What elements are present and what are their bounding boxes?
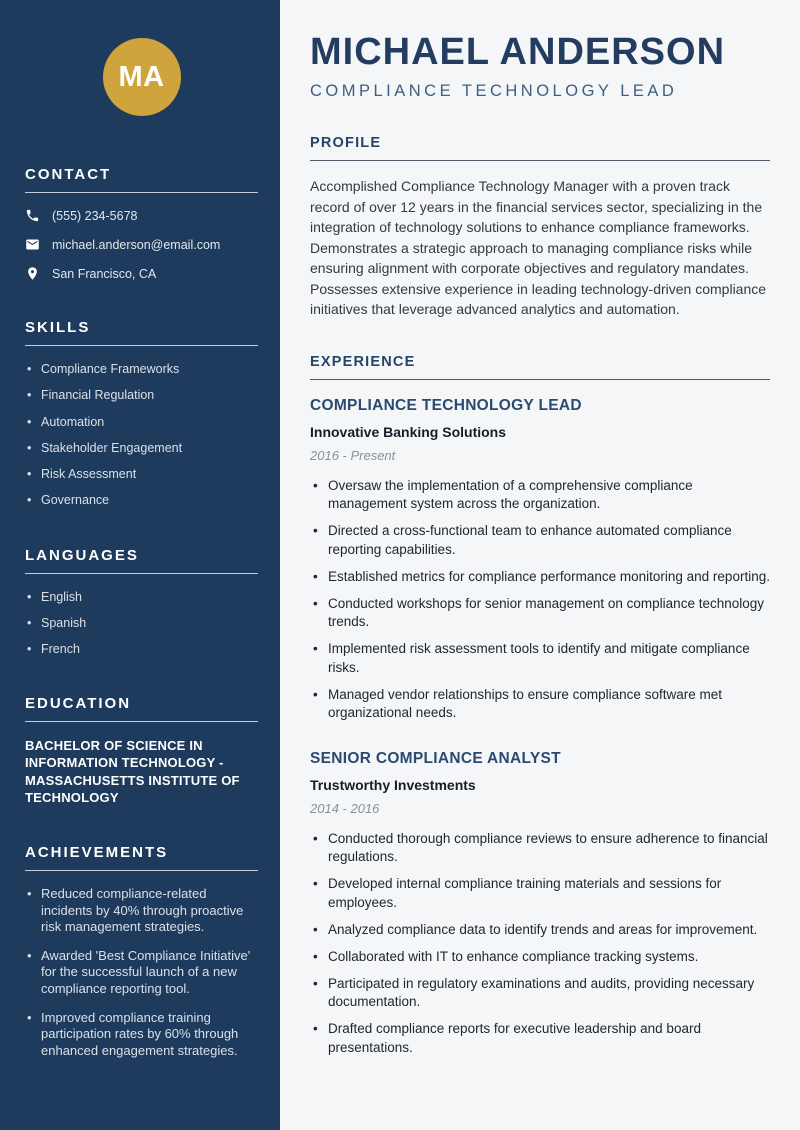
job-company: Innovative Banking Solutions — [310, 423, 507, 440]
location-text: San Francisco, CA — [52, 266, 157, 281]
phone-icon — [25, 208, 40, 223]
list-item: • English — [25, 589, 258, 605]
list-item: • Compliance Frameworks — [25, 361, 258, 377]
contact-section — [25, 166, 258, 281]
list-item: • Collaborated with IT to enhance compliance tracking systems. — [310, 948, 770, 967]
experience-job — [310, 750, 770, 1058]
list-item: • Established metrics for compliance performance monitoring and reporting. — [310, 568, 770, 587]
main-content — [280, 0, 800, 1130]
contact-item-email — [25, 237, 258, 252]
email-icon — [25, 237, 40, 252]
list-item: • Financial Regulation — [25, 387, 258, 403]
languages-list — [25, 589, 258, 658]
list-item: • Developed internal compliance training materials and sessions for employees. — [310, 875, 770, 912]
phone-text: (555) 234-5678 — [52, 208, 138, 223]
contact-item-location — [25, 266, 258, 281]
languages-heading: LANGUAGES — [25, 547, 258, 574]
list-item: • Implemented risk assessment tools to identify and mitigate compliance risks. — [310, 640, 770, 677]
list-item: • Automation — [25, 414, 258, 430]
skills-list — [25, 361, 258, 509]
list-item: • Managed vendor relationships to ensure compliance software met organizational needs. — [310, 686, 770, 723]
profile-heading: PROFILE — [310, 135, 770, 161]
education-section — [25, 695, 258, 806]
list-item: • Drafted compliance reports for executive leadership and board presentations. — [310, 1020, 770, 1057]
job-bullets — [310, 477, 770, 723]
achievements-list — [25, 886, 258, 1060]
experience-job — [310, 397, 770, 723]
job-bullets — [310, 830, 770, 1058]
job-title: COMPLIANCE TECHNOLOGY LEAD — [310, 396, 582, 414]
list-item: • Governance — [25, 492, 258, 508]
location-icon — [25, 266, 40, 281]
sidebar — [0, 0, 280, 1130]
job-title: SENIOR COMPLIANCE ANALYST — [310, 749, 561, 767]
list-item: • Directed a cross-functional team to enhance automated compliance reporting capabilities. — [310, 522, 770, 559]
achievements-section — [25, 844, 258, 1060]
profile-section — [310, 135, 770, 320]
contact-item-phone — [25, 208, 258, 223]
experience-heading: EXPERIENCE — [310, 354, 770, 380]
job-dates: 2014 - 2016 — [310, 800, 380, 816]
list-item: • Awarded 'Best Compliance Initiative' for the successful launch of a new compliance reporting tool. — [25, 948, 258, 998]
list-item: • Spanish — [25, 615, 258, 631]
skills-heading: SKILLS — [25, 319, 258, 346]
list-item: • Conducted workshops for senior management on compliance technology trends. — [310, 595, 770, 632]
list-item: • Oversaw the implementation of a comprehensive compliance management system across the organization. — [310, 477, 770, 514]
education-degree: BACHELOR OF SCIENCE IN INFORMATION TECHNOLOGY - MASSACHUSETTS INSTITUTE OF TECHNOLOGY — [25, 738, 240, 805]
avatar-initials: MA — [118, 60, 165, 93]
candidate-name: MICHAEL ANDERSON — [310, 31, 726, 73]
job-company: Trustworthy Investments — [310, 776, 476, 793]
achievements-heading: ACHIEVEMENTS — [25, 844, 258, 871]
profile-text: Accomplished Compliance Technology Manager with a proven track record of over 12 years in the financial services sector, specializing in the integration of technology solutions to enhance compliance frameworks. Demonstrates a strategic approach to managing compliance risks while ensuring alignment with corporate objectives and regulatory mandates. Possesses extensive experience in leading technology-driven compliance initiatives that leverage advanced analytics and automation. — [310, 178, 767, 317]
avatar — [103, 38, 181, 116]
job-dates: 2016 - Present — [310, 447, 396, 463]
skills-section — [25, 319, 258, 509]
candidate-title: COMPLIANCE TECHNOLOGY LEAD — [310, 82, 678, 100]
contact-heading: CONTACT — [25, 166, 258, 193]
list-item: • Conducted thorough compliance reviews to ensure adherence to financial regulations. — [310, 830, 770, 867]
list-item: • Risk Assessment — [25, 466, 258, 482]
list-item: • French — [25, 641, 258, 657]
list-item: • Reduced compliance-related incidents by 40% through proactive risk management strategies. — [25, 886, 258, 936]
list-item: • Improved compliance training participation rates by 60% through enhanced engagement strategies. — [25, 1010, 258, 1060]
education-heading: EDUCATION — [25, 695, 258, 722]
experience-section — [310, 354, 770, 1058]
languages-section — [25, 547, 258, 658]
list-item: • Participated in regulatory examinations and audits, providing necessary documentation. — [310, 975, 770, 1012]
list-item: • Stakeholder Engagement — [25, 440, 258, 456]
list-item: • Analyzed compliance data to identify trends and areas for improvement. — [310, 921, 770, 940]
email-text: michael.anderson@email.com — [52, 237, 221, 252]
